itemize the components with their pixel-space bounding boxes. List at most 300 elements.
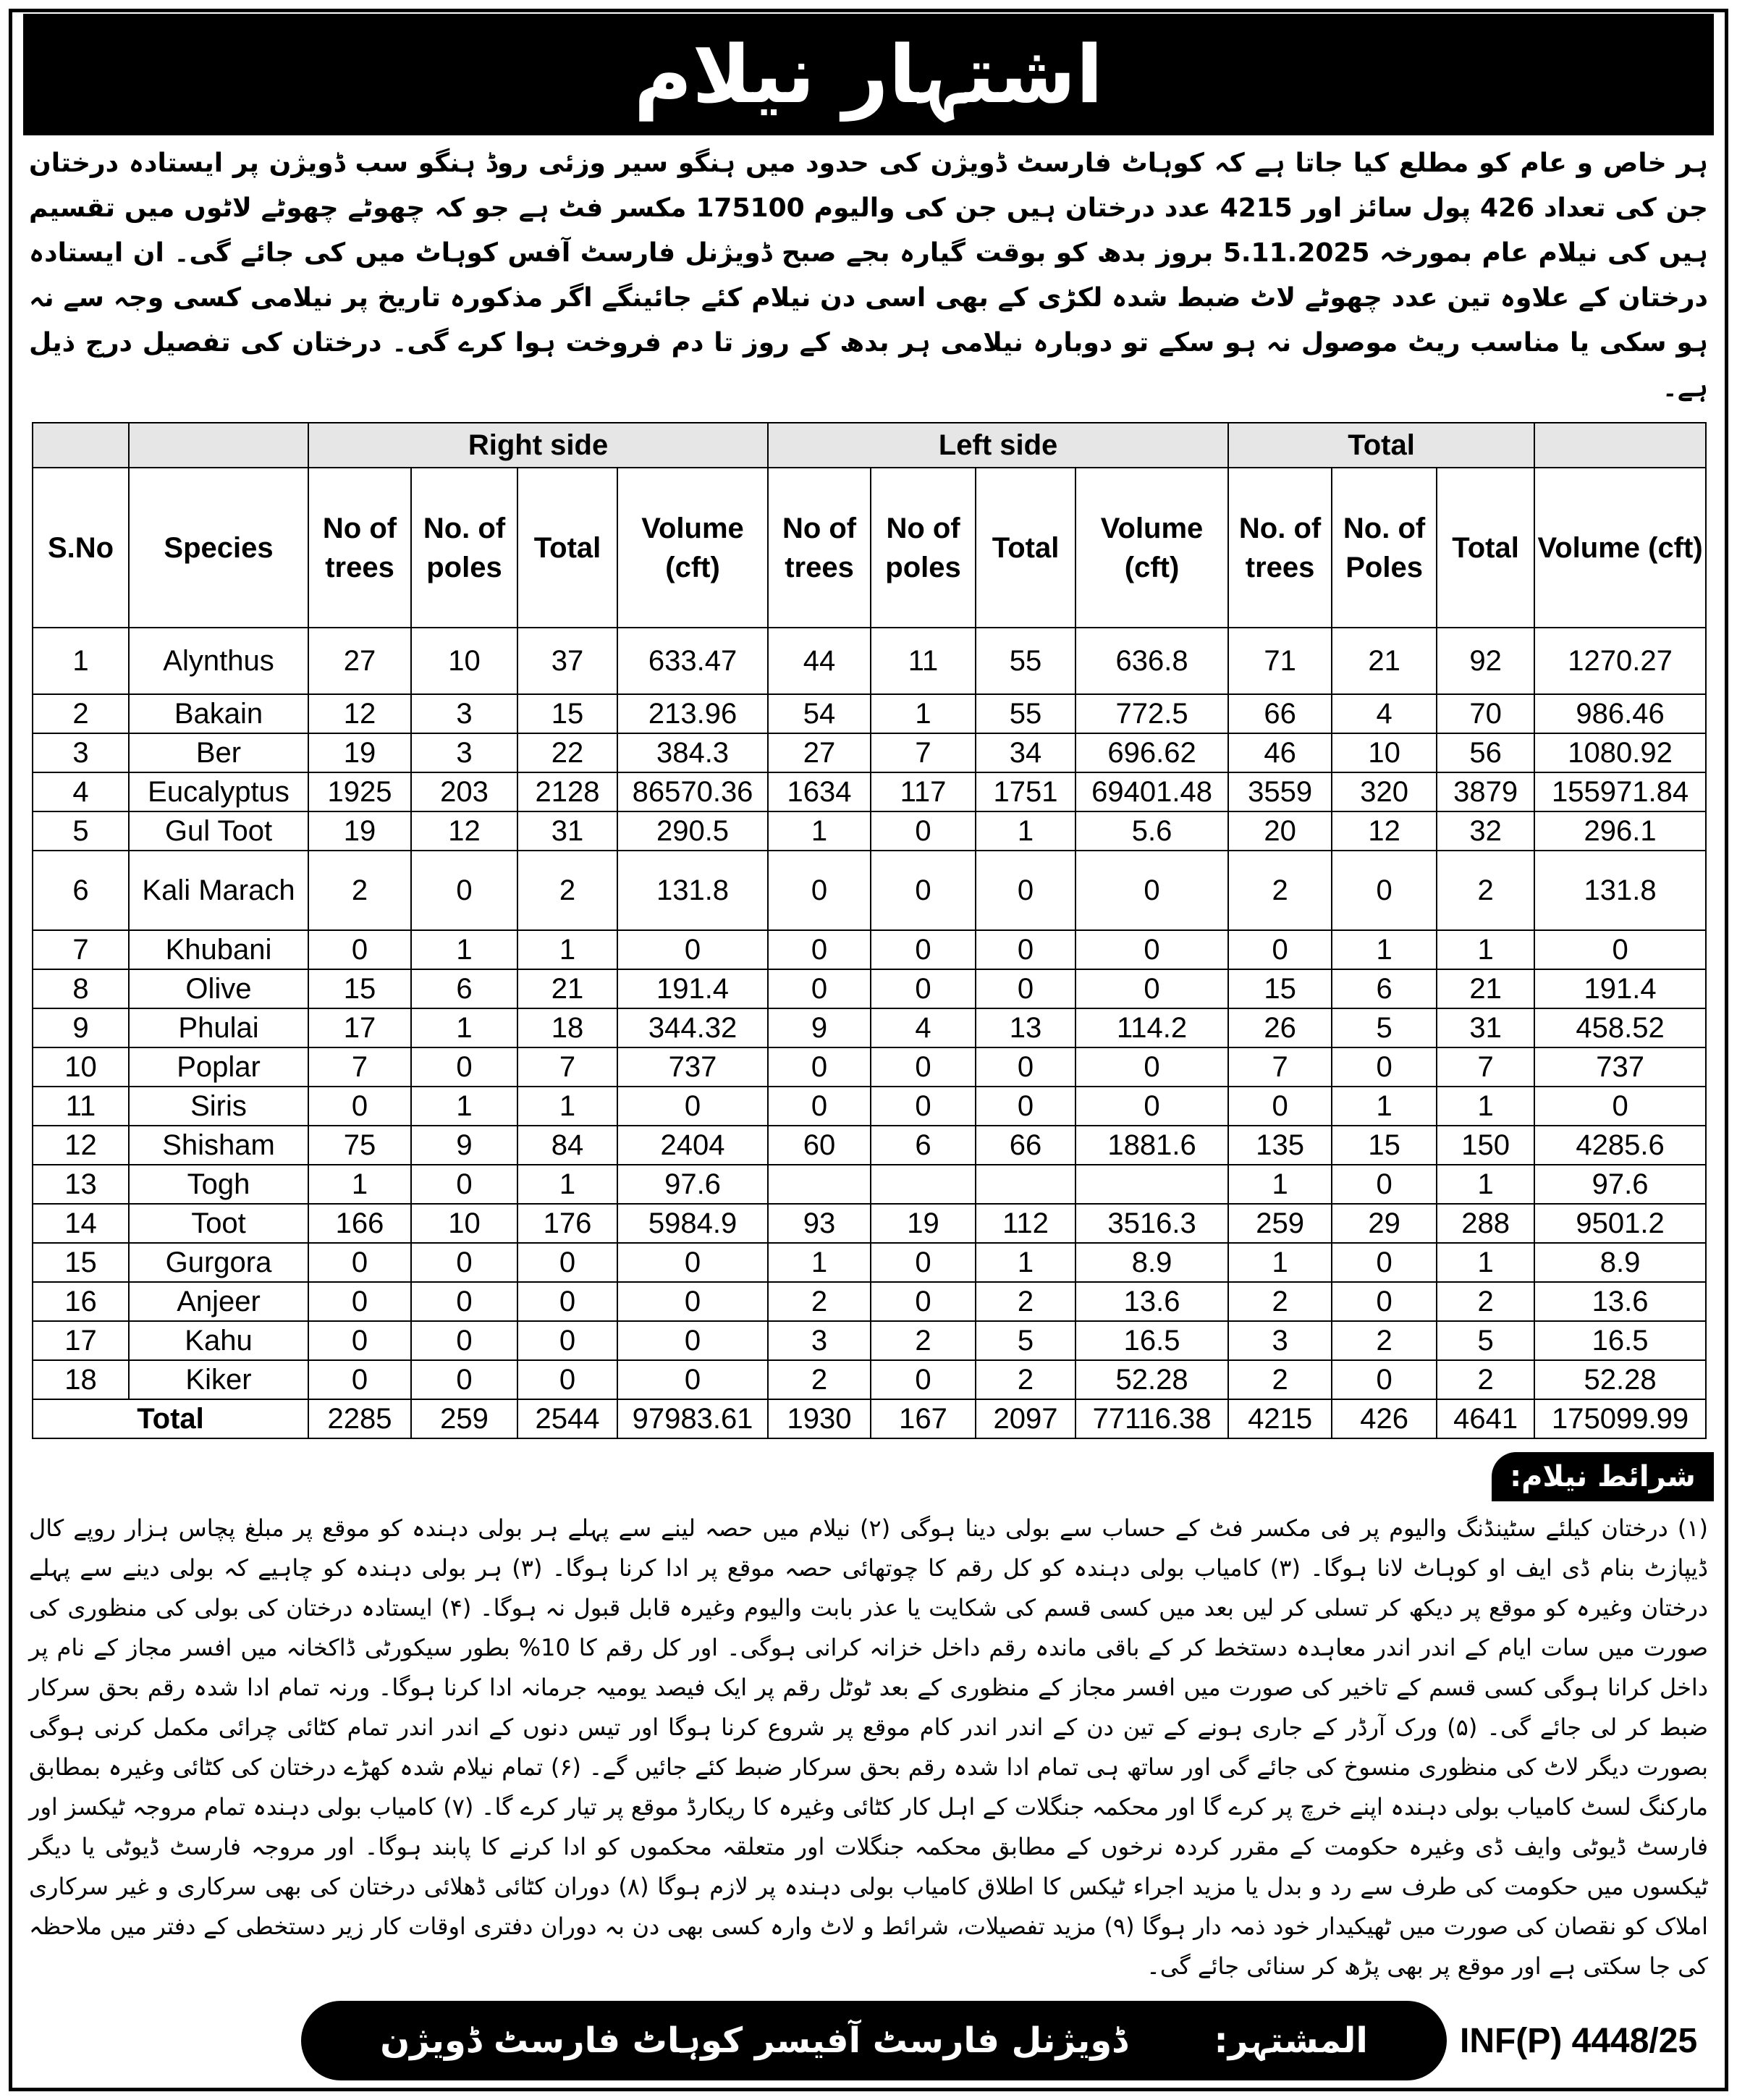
table-cell: 0 (1332, 1047, 1437, 1087)
table-cell: 1080.92 (1534, 733, 1706, 772)
table-cell: Togh (129, 1165, 308, 1204)
footer-advertiser-bar (301, 2001, 1447, 2080)
table-cell: 70 (1437, 694, 1534, 733)
table-cell: 0 (411, 1282, 517, 1321)
table-cell: 17 (33, 1321, 129, 1360)
table-cell (871, 1165, 976, 1204)
column-header-row (33, 468, 1706, 628)
table-cell: 166 (308, 1204, 411, 1243)
table-cell: 5 (1332, 1008, 1437, 1047)
table-cell: 27 (768, 733, 871, 772)
table-cell: 69401.48 (1075, 772, 1228, 811)
table-cell: 0 (976, 969, 1075, 1008)
table-row (33, 1126, 1706, 1165)
table-cell: 114.2 (1075, 1008, 1228, 1047)
table-cell: 633.47 (617, 628, 768, 694)
table-cell: 3879 (1437, 772, 1534, 811)
table-cell: 21 (1437, 969, 1534, 1008)
table-cell: 9 (411, 1126, 517, 1165)
table-cell: 1 (1332, 930, 1437, 969)
table-cell: 2 (1228, 1360, 1332, 1399)
table-cell: 4 (871, 1008, 976, 1047)
table-row (33, 930, 1706, 969)
table-cell: 0 (976, 1087, 1075, 1126)
table-cell: 52.28 (1534, 1360, 1706, 1399)
table-cell: 0 (308, 1087, 411, 1126)
table-cell: 5 (976, 1321, 1075, 1360)
table-cell: 2 (1437, 1282, 1534, 1321)
table-cell: Alynthus (129, 628, 308, 694)
column-header: Total (517, 468, 617, 628)
footer (23, 2001, 1714, 2080)
table-cell: 13 (33, 1165, 129, 1204)
table-cell: 0 (617, 1243, 768, 1282)
table-cell: 1 (411, 1008, 517, 1047)
table-cell: Kahu (129, 1321, 308, 1360)
table-cell: 4215 (1228, 1399, 1332, 1438)
table-cell: 1 (1437, 930, 1534, 969)
column-header: Volume (cft) (1075, 468, 1228, 628)
table-row (33, 1165, 1706, 1204)
table-cell: 9501.2 (1534, 1204, 1706, 1243)
table-cell: 2097 (976, 1399, 1075, 1438)
table-cell: 2128 (517, 772, 617, 811)
table-cell: 15 (517, 694, 617, 733)
table-cell: 0 (768, 969, 871, 1008)
table-cell: 1 (768, 1243, 871, 1282)
table-cell: 0 (411, 1047, 517, 1087)
column-header: No. of poles (411, 468, 517, 628)
advertiser-label: المشتہر: (1214, 2020, 1368, 2061)
table-cell: 92 (1437, 628, 1534, 694)
table-row (33, 733, 1706, 772)
table-cell: 1 (1437, 1087, 1534, 1126)
table-cell: 1 (1437, 1243, 1534, 1282)
table-cell: 458.52 (1534, 1008, 1706, 1047)
table-cell (976, 1165, 1075, 1204)
table-cell: 52.28 (1075, 1360, 1228, 1399)
table-cell: 2 (1332, 1321, 1437, 1360)
table-cell: 3 (1228, 1321, 1332, 1360)
table-cell: 175099.99 (1534, 1399, 1706, 1438)
table-cell: 0 (411, 1165, 517, 1204)
table-cell: 0 (768, 930, 871, 969)
table-cell: 1 (1332, 1087, 1437, 1126)
table-cell: 1751 (976, 772, 1075, 811)
table-cell: 636.8 (1075, 628, 1228, 694)
terms-heading-row (23, 1452, 1714, 1501)
table-cell: 0 (976, 930, 1075, 969)
table-cell: 27 (308, 628, 411, 694)
table-cell: 93 (768, 1204, 871, 1243)
table-cell: 0 (617, 1282, 768, 1321)
table-cell: 0 (1228, 930, 1332, 969)
table-cell: 71 (1228, 628, 1332, 694)
table-cell: 1 (1228, 1243, 1332, 1282)
table-cell: 6 (1332, 969, 1437, 1008)
table-cell: 0 (517, 1243, 617, 1282)
table-cell: 55 (976, 628, 1075, 694)
table-cell: 1925 (308, 772, 411, 811)
table-cell: 737 (1534, 1047, 1706, 1087)
table-cell: 13 (976, 1008, 1075, 1047)
table-cell: 344.32 (617, 1008, 768, 1047)
table-cell (768, 1165, 871, 1204)
table-cell: 259 (1228, 1204, 1332, 1243)
table-cell: 10 (411, 1204, 517, 1243)
table-cell: 7 (33, 930, 129, 969)
table-cell: 0 (1534, 1087, 1706, 1126)
column-header: No. of trees (1228, 468, 1332, 628)
table-cell: 2 (1437, 1360, 1534, 1399)
table-cell: 97.6 (617, 1165, 768, 1204)
advertiser-office: ڈویژنل فارسٹ آفیسر کوہاٹ فارسٹ ڈویژن (380, 2020, 1128, 2061)
table-cell: 0 (617, 1087, 768, 1126)
table-cell: 16.5 (1534, 1321, 1706, 1360)
table-cell: 86570.36 (617, 772, 768, 811)
table-cell: 0 (1075, 1047, 1228, 1087)
table-cell: 16.5 (1075, 1321, 1228, 1360)
table-cell: 155971.84 (1534, 772, 1706, 811)
table-cell: 8 (33, 969, 129, 1008)
table-cell: 203 (411, 772, 517, 811)
table-row (33, 694, 1706, 733)
reference-number: INF(P) 4448/25 (1460, 2021, 1698, 2060)
table-cell: 17 (308, 1008, 411, 1047)
table-row (33, 628, 1706, 694)
table-cell: 4285.6 (1534, 1126, 1706, 1165)
table-row (33, 969, 1706, 1008)
table-cell: 384.3 (617, 733, 768, 772)
terms-heading: شرائط نیلام: (1492, 1452, 1714, 1501)
table-cell: 131.8 (1534, 851, 1706, 930)
table-cell: 84 (517, 1126, 617, 1165)
table-cell: Eucalyptus (129, 772, 308, 811)
table-cell: 0 (1228, 1087, 1332, 1126)
table-cell: 21 (517, 969, 617, 1008)
table-cell: 191.4 (617, 969, 768, 1008)
table-cell: 1 (976, 811, 1075, 851)
table-cell: 2 (768, 1360, 871, 1399)
table-row (33, 1008, 1706, 1047)
table-row (33, 1204, 1706, 1243)
table-cell: Gul Toot (129, 811, 308, 851)
table-cell: Poplar (129, 1047, 308, 1087)
table-cell: 2 (1228, 1282, 1332, 1321)
table-cell: 66 (1228, 694, 1332, 733)
table-cell: Bakain (129, 694, 308, 733)
table-cell: 4 (1332, 694, 1437, 733)
table-cell: 1 (517, 1165, 617, 1204)
table-cell: 14 (33, 1204, 129, 1243)
table-cell: 31 (517, 811, 617, 851)
table-cell: 56 (1437, 733, 1534, 772)
table-cell (1075, 1165, 1228, 1204)
column-header: No of poles (871, 468, 976, 628)
page-title: اشتہار نیلام (23, 14, 1714, 135)
table-cell: 15 (1332, 1126, 1437, 1165)
table-cell: 32 (1437, 811, 1534, 851)
table-cell: 0 (768, 1087, 871, 1126)
total-row (33, 1399, 1706, 1438)
table-cell: 290.5 (617, 811, 768, 851)
table-cell: 66 (976, 1126, 1075, 1165)
table-cell: 12 (1332, 811, 1437, 851)
table-cell: 7 (308, 1047, 411, 1087)
table-cell: 0 (308, 1321, 411, 1360)
table-cell: 22 (517, 733, 617, 772)
table-cell: 296.1 (1534, 811, 1706, 851)
table-cell: 1 (768, 811, 871, 851)
table-cell: Gurgora (129, 1243, 308, 1282)
table-cell: 0 (617, 1360, 768, 1399)
table-cell: 18 (33, 1360, 129, 1399)
table-cell: 31 (1437, 1008, 1534, 1047)
table-cell: 0 (308, 1360, 411, 1399)
table-cell: 3516.3 (1075, 1204, 1228, 1243)
table-cell: 5984.9 (617, 1204, 768, 1243)
column-header: Species (129, 468, 308, 628)
table-cell: 0 (1075, 1087, 1228, 1126)
group-header-row (33, 423, 1706, 468)
table-cell: 16 (33, 1282, 129, 1321)
table-cell: 3 (768, 1321, 871, 1360)
table-cell: 0 (411, 1243, 517, 1282)
table-cell: 2 (976, 1282, 1075, 1321)
table-row (33, 1282, 1706, 1321)
table-cell: 1 (517, 930, 617, 969)
column-header: Volume (cft) (1534, 468, 1706, 628)
table-cell: 97983.61 (617, 1399, 768, 1438)
table-cell: 2 (33, 694, 129, 733)
group-left-side: Left side (768, 423, 1228, 468)
table-cell: 1 (411, 930, 517, 969)
column-header: Total (1437, 468, 1534, 628)
column-header: No of trees (768, 468, 871, 628)
table-cell: 1 (976, 1243, 1075, 1282)
table-cell: 5 (33, 811, 129, 851)
table-cell: 1 (1228, 1165, 1332, 1204)
table-cell: 7 (517, 1047, 617, 1087)
table-cell: 0 (411, 1321, 517, 1360)
table-cell: 0 (1332, 1165, 1437, 1204)
table-cell: 8.9 (1534, 1243, 1706, 1282)
table-cell: Toot (129, 1204, 308, 1243)
table-cell: 288 (1437, 1204, 1534, 1243)
table-cell: 0 (617, 930, 768, 969)
table-cell: 20 (1228, 811, 1332, 851)
table-cell: 12 (411, 811, 517, 851)
table-cell: 0 (871, 1360, 976, 1399)
table-cell: 0 (308, 930, 411, 969)
table-cell: 1 (1437, 1165, 1534, 1204)
table-cell: 1 (308, 1165, 411, 1204)
table-cell: 0 (871, 1047, 976, 1087)
table-cell: 0 (411, 851, 517, 930)
terms-text: (۱) درختان کیلئے سٹینڈنگ والیوم پر فی مکسر فٹ کے حساب سے بولی دینا ہوگی (۲) نیلام میں حصہ لینے سے پہلے ہر بولی دہندہ کو موقع پر مبلغ پچاس ہزار روپے کال ڈیپازٹ بنام ڈی ایف او کوہاٹ لانا ہوگا۔ (۳) کامیاب بولی دہندہ کو کل رقم کا چوتھائی حصہ موقع پر ادا کرنا ہوگا۔ (۳) ہر بولی دہندہ کو چاہیے کہ بولی دینے سے پہلے درختان وغیرہ کو موقع پر دیکھ کر تسلی کر لیں بعد میں کسی قسم کی شکایت یا عذر بابت والیوم وغیرہ قابل قبول نہ ہوگا۔ (۴) ایستادہ درختان کی بولی کی منظوری کی صورت میں سات ایام کے اندر اندر معاہدہ دستخط کر کے باقی ماندہ رقم داخل خزانہ کرانی ہوگی۔ اور کل رقم کا 10% بطور سیکورٹی ڈاکخانہ میں افسر مجاز کے نام پر داخل کرانا ہوگی کسی قسم کے تاخیر کی صورت میں افسر مجاز کے منظوری کے بعد ٹوٹل رقم پر ایک فیصد یومیہ جرمانہ ادا کرنا ہوگا۔ ورنہ تمام ادا شدہ رقم بحق سرکار ضبط کر لی جائے گی۔ (۵) ورک آرڈر کے جاری ہونے کے تین دن کے اندر اندر کام موقع پر شروع کرنا ہوگا اور تیس دنوں کے اندر اندر تمام کٹائی چرائی مکمل کرنی ہوگی بصورت دیگر لاٹ کی منظوری منسوخ کی جائے گی اور ساتھ ہی تمام ادا شدہ رقم بحق سرکار ضبط کئے جائیں گے۔ (۶) تمام نیلام شدہ کھڑے درختان کی کٹائی وغیرہ بمطابق مارکنگ لسٹ کامیاب بولی دہندہ اپنے خرچ پر کرے گا اور محکمہ جنگلات کے اہل کار کٹائی وغیرہ کا ریکارڈ موقع پر تیار کرے گا۔ (۷) کامیاب بولی دہندہ تمام مروجہ ٹیکسز اور فارسٹ ڈیوٹی وایف ڈی وغیرہ حکومت کے مقرر کردہ نرخوں کے مطابق محکمہ جنگلات اور متعلقہ محکموں کو ادا کرنے کا پابند ہوگا۔ اور مروجہ فارسٹ ڈیوٹی یا دیگر ٹیکسوں میں حکومت کی طرف سے رد و بدل یا مزید اجراء ٹیکس کا اطلاق کامیاب بولی دہندہ پر لازم ہوگا (۸) دوران کٹائی ڈھلائی درختان کی بھی سرکاری و غیر سرکاری املاک کو نقصان کی صورت میں ٹھیکیدار خود ذمہ دار ہوگا (۹) مزید تفصیلات، شرائط و لاٹ وارہ کسی بھی دن بہ دوران دفتری اوقات کار زیر دستخطی کے دفتر میں ملاحظہ کی جا سکتی ہے اور موقع پر بھی پڑھ کر سنائی جائے گی۔ (29, 1514, 1709, 1980)
table-cell: 320 (1332, 772, 1437, 811)
blank-header (33, 423, 129, 468)
table-cell: 46 (1228, 733, 1332, 772)
table-cell: 1 (517, 1087, 617, 1126)
table-cell: 3 (411, 733, 517, 772)
table-cell: 0 (871, 969, 976, 1008)
table-cell: 2 (768, 1282, 871, 1321)
table-cell: 12 (308, 694, 411, 733)
table-cell: 0 (517, 1360, 617, 1399)
table-cell: 772.5 (1075, 694, 1228, 733)
table-cell: 131.8 (617, 851, 768, 930)
table-cell: 26 (1228, 1008, 1332, 1047)
table-cell: 21 (1332, 628, 1437, 694)
table-cell: 3 (411, 694, 517, 733)
table-cell: 75 (308, 1126, 411, 1165)
table-cell: 9 (33, 1008, 129, 1047)
column-header: S.No (33, 468, 129, 628)
table-cell: 29 (1332, 1204, 1437, 1243)
table-cell: Phulai (129, 1008, 308, 1047)
table-cell: 150 (1437, 1126, 1534, 1165)
table-cell: 10 (33, 1047, 129, 1087)
table-cell: 1930 (768, 1399, 871, 1438)
table-cell: 55 (976, 694, 1075, 733)
table-cell: 1881.6 (1075, 1126, 1228, 1165)
table-cell: 2 (1437, 851, 1534, 930)
table-cell: 0 (1075, 930, 1228, 969)
auction-table (32, 422, 1707, 1439)
table-row (33, 1087, 1706, 1126)
table-cell: 15 (33, 1243, 129, 1282)
table-cell: 0 (976, 1047, 1075, 1087)
table-cell: 5.6 (1075, 811, 1228, 851)
table-cell: 0 (871, 851, 976, 930)
table-cell: 6 (411, 969, 517, 1008)
table-cell: 7 (1228, 1047, 1332, 1087)
table-cell: 6 (33, 851, 129, 930)
table-cell: 3 (33, 733, 129, 772)
table-cell: 12 (33, 1126, 129, 1165)
table-cell: 1 (411, 1087, 517, 1126)
table-cell: 0 (1534, 930, 1706, 969)
table-cell: 77116.38 (1075, 1399, 1228, 1438)
table-cell: 0 (871, 811, 976, 851)
table-cell: 0 (1075, 851, 1228, 930)
table-cell: 8.9 (1075, 1243, 1228, 1282)
table-cell: 1 (871, 694, 976, 733)
table-cell: 19 (308, 733, 411, 772)
column-header: Total (976, 468, 1075, 628)
table-cell: 0 (1332, 1282, 1437, 1321)
table-cell: 0 (768, 1047, 871, 1087)
table-cell: Anjeer (129, 1282, 308, 1321)
table-cell: 0 (871, 930, 976, 969)
intro-paragraph: ہر خاص و عام کو مطلع کیا جاتا ہے کہ کوہاٹ فارسٹ ڈویژن کی حدود میں ہنگو سیر وزئی روڈ ہنگو سب ڈویژن پر ایستادہ درختان جن کی تعداد 426 پول سائز اور 4215 عدد درختان ہیں جن کی والیوم 175100 مکسر فٹ ہے جو کہ چھوٹے چھوٹے لاٹوں میں تقسیم ہیں کی نیلام عام بمورخہ 5.11.2025 بروز بدھ کو بوقت گیارہ بجے صبح ڈویژنل فارسٹ آفس کوہاٹ میں کی جائے گی۔ ان ایستادہ درختان کے علاوہ تین عدد چھوٹے لاٹ ضبط شدہ لکڑی کے بھی اسی دن نیلام کئے جائینگے اگر مذکورہ تاریخ پر نیلامی کسی وجہ سے نہ ہو سکی یا مناسب ریٹ موصول نہ ہو سکے تو دوبارہ نیلامی ہر بدھ کے روز تا دم فروخت ہوا کرے گی۔ درختان کی تفصیل درج ذیل ہے۔ (29, 148, 1708, 402)
table-cell: 2 (871, 1321, 976, 1360)
column-header: No of trees (308, 468, 411, 628)
table-row (33, 811, 1706, 851)
table-cell: 0 (1332, 851, 1437, 930)
table-row (33, 1243, 1706, 1282)
table-row (33, 1321, 1706, 1360)
table-cell: 191.4 (1534, 969, 1706, 1008)
table-cell: 5 (1437, 1321, 1534, 1360)
blank-header (129, 423, 308, 468)
table-cell: 117 (871, 772, 976, 811)
table-cell: 696.62 (1075, 733, 1228, 772)
table-cell: Total (33, 1399, 308, 1438)
table-cell: 2285 (308, 1399, 411, 1438)
table-cell: 9 (768, 1008, 871, 1047)
table-cell: 10 (1332, 733, 1437, 772)
table-cell: 7 (1437, 1047, 1534, 1087)
group-right-side: Right side (308, 423, 768, 468)
table-cell: 1634 (768, 772, 871, 811)
table-cell: 4641 (1437, 1399, 1534, 1438)
table-cell: 0 (617, 1321, 768, 1360)
table-cell: 44 (768, 628, 871, 694)
table-cell: 0 (1332, 1360, 1437, 1399)
table-cell: 19 (308, 811, 411, 851)
table-cell: 10 (411, 628, 517, 694)
column-header: Volume (cft) (617, 468, 768, 628)
table-cell: 0 (308, 1243, 411, 1282)
table-cell: 176 (517, 1204, 617, 1243)
table-cell: 0 (308, 1282, 411, 1321)
table-cell: 2 (976, 1360, 1075, 1399)
table-cell: 3559 (1228, 772, 1332, 811)
table-cell: 37 (517, 628, 617, 694)
table-cell: 13.6 (1534, 1282, 1706, 1321)
table-row (33, 1360, 1706, 1399)
table-cell: 15 (308, 969, 411, 1008)
table-cell: 6 (871, 1126, 976, 1165)
table-cell: 737 (617, 1047, 768, 1087)
table-cell: 213.96 (617, 694, 768, 733)
table-cell: 2 (1228, 851, 1332, 930)
table-cell: Ber (129, 733, 308, 772)
table-cell: 7 (871, 733, 976, 772)
table-cell: 0 (768, 851, 871, 930)
table-cell: Shisham (129, 1126, 308, 1165)
table-cell: 4 (33, 772, 129, 811)
table-row (33, 772, 1706, 811)
table-cell: Siris (129, 1087, 308, 1126)
table-cell: 18 (517, 1008, 617, 1047)
table-cell: 1270.27 (1534, 628, 1706, 694)
table-cell: 13.6 (1075, 1282, 1228, 1321)
table-cell: 0 (976, 851, 1075, 930)
table-cell: 2 (517, 851, 617, 930)
column-header: No. of Poles (1332, 468, 1437, 628)
table-row (33, 851, 1706, 930)
table-cell: 0 (871, 1087, 976, 1126)
table-cell: 1 (33, 628, 129, 694)
table-cell: 112 (976, 1204, 1075, 1243)
table-cell: 0 (1075, 969, 1228, 1008)
table-cell: 34 (976, 733, 1075, 772)
table-cell: 11 (33, 1087, 129, 1126)
table-cell: 0 (517, 1321, 617, 1360)
table-cell: 167 (871, 1399, 976, 1438)
table-cell: Kali Marach (129, 851, 308, 930)
table-cell: 19 (871, 1204, 976, 1243)
table-cell: 0 (871, 1282, 976, 1321)
table-cell: 2 (308, 851, 411, 930)
table-cell: 0 (871, 1243, 976, 1282)
table-cell: 426 (1332, 1399, 1437, 1438)
table-cell: Kiker (129, 1360, 308, 1399)
table-cell: 54 (768, 694, 871, 733)
